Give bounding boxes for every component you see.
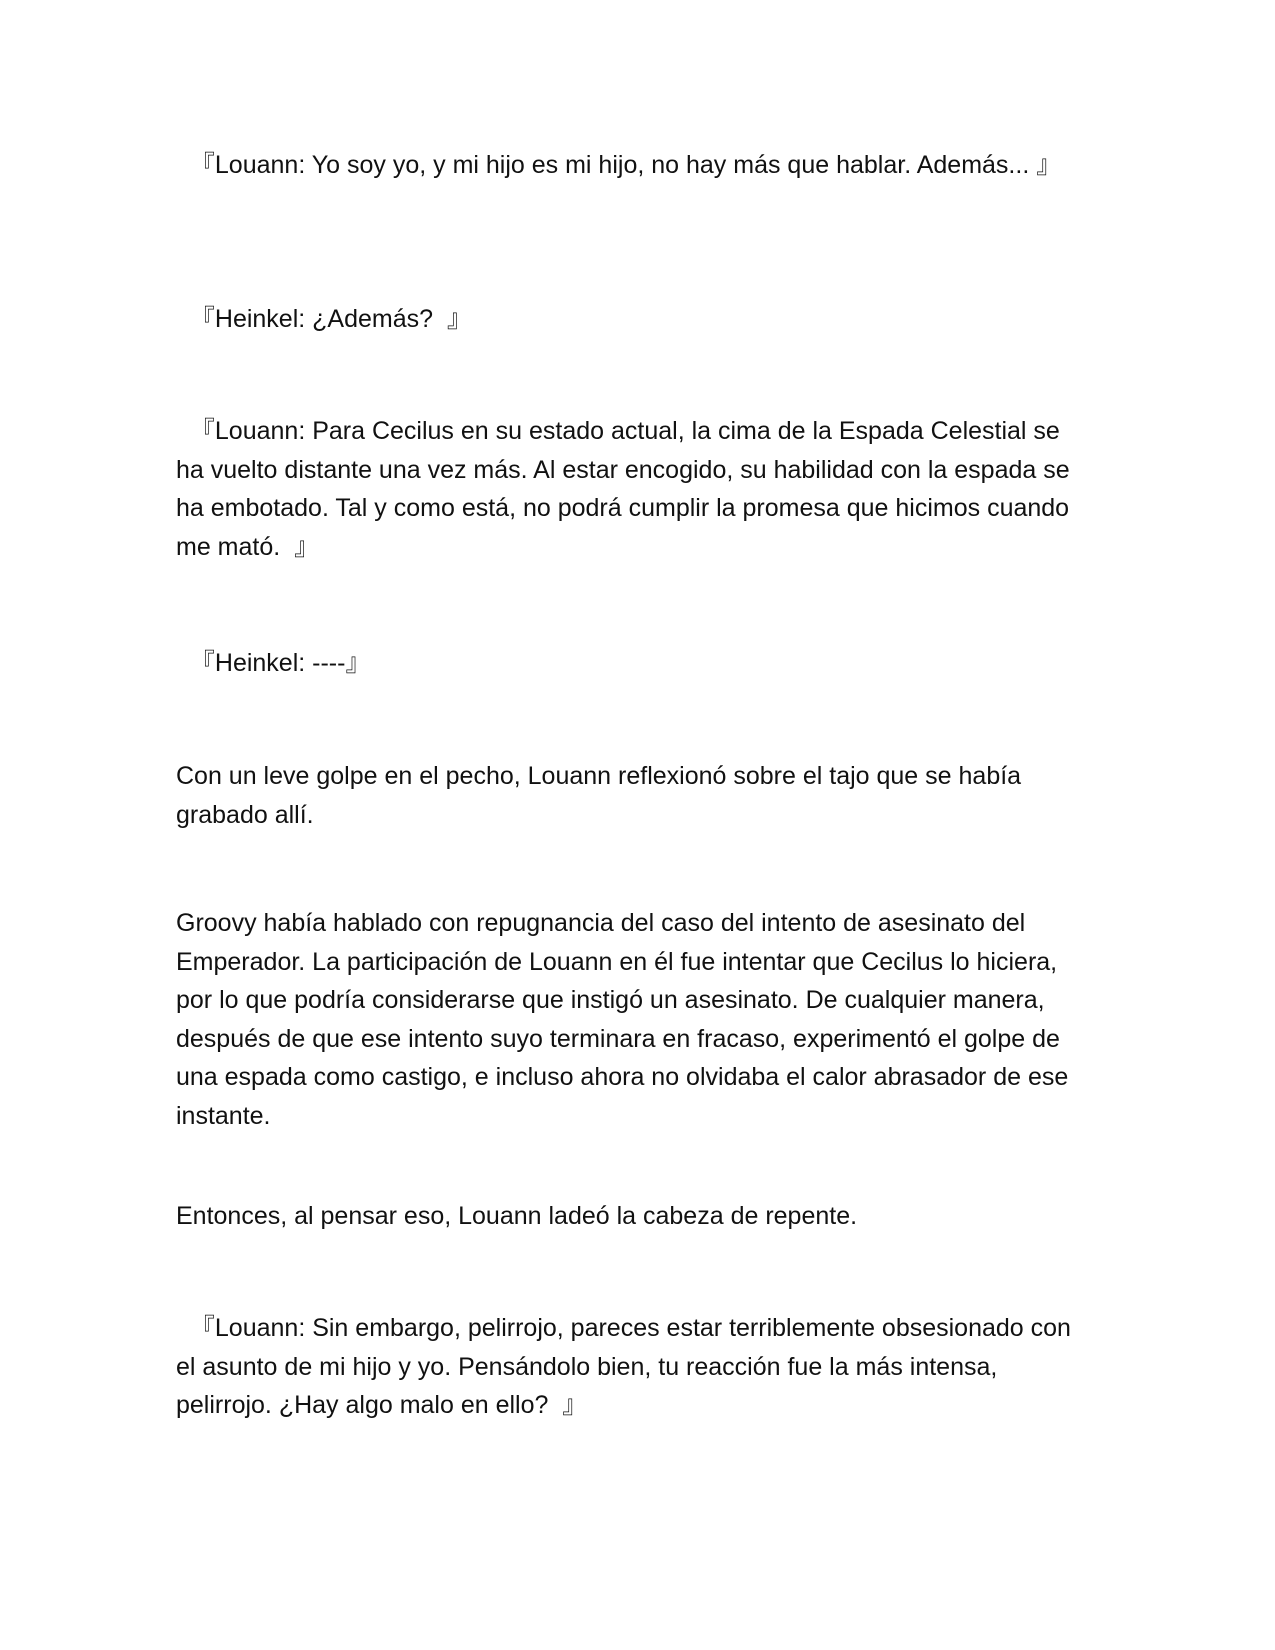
- paragraph-louann-dialogue-2: 『Louann: Para Cecilus en su estado actual, la cima de la Espada Celestial se ha vuelto distante una vez más. Al estar encogido, su habilidad con la espada se ha embotado. Tal y como está, no podrá cumplir la promesa que hicimos cuando me mató. 』: [176, 417, 1070, 561]
- paragraph-narration-3: Entonces, al pensar eso, Louann ladeó la cabeza de repente.: [176, 1202, 858, 1230]
- paragraph-louann-dialogue-1: 『Louann: Yo soy yo, y mi hijo es mi hijo, no hay más que hablar. Además... 』: [176, 151, 1062, 179]
- paragraph-louann-dialogue-3: 『Louann: Sin embargo, pelirrojo, pareces estar terriblemente obsesionado con el asunto de mi hijo y yo. Pensándolo bien, tu reacción fue la más intensa, pelirrojo. ¿Hay algo malo en ello? 』: [176, 1314, 1071, 1419]
- paragraph-narration-2: Groovy había hablado con repugnancia del caso del intento de asesinato del Emperador. La participación de Louann en él fue intentar que Cecilus lo hiciera, por lo que podría considerarse que instigó un asesinato. De cualquier manera, después de que ese intento suyo terminara en fracaso, experimentó el golpe de una espada como castigo, e incluso ahora no olvidaba el calor abrasador de ese instante.: [176, 909, 1069, 1130]
- paragraph-narration-1: Con un leve golpe en el pecho, Louann reflexionó sobre el tajo que se había grabado allí.: [176, 762, 1022, 829]
- paragraph-heinkel-dialogue-2: 『Heinkel: ----』: [176, 649, 371, 677]
- paragraph-heinkel-dialogue-1: 『Heinkel: ¿Además? 』: [176, 305, 472, 333]
